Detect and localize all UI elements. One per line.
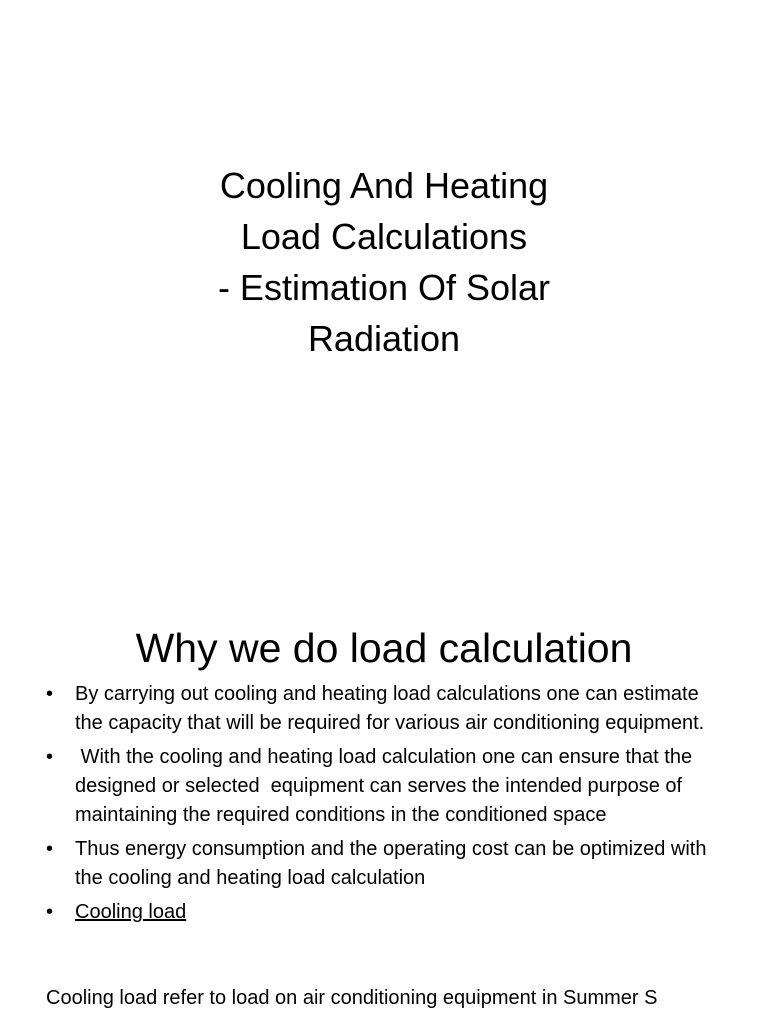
list-item-text: By carrying out cooling and heating load calculations one can estimate the capacity that will be required for various air conditioning equipment.: [75, 683, 705, 734]
bullet-icon: •: [46, 838, 54, 860]
bullet-list: [46, 680, 726, 932]
title-line: - Estimation Of Solar: [217, 267, 551, 308]
list-item: [46, 680, 726, 738]
cooling-load-heading: Cooling load: [75, 901, 187, 923]
content-slide: [0, 576, 768, 1024]
bullet-icon: •: [46, 683, 54, 705]
list-item: [46, 898, 726, 927]
body-paragraph: Cooling load refer to load on air conditioning equipment in Summer S: [46, 987, 658, 1009]
slide-title: [0, 160, 768, 364]
list-item-text: With the cooling and heating load calculation one can ensure that the designed or selected equipment can serves the intended purpose of maintaining the required conditions in the conditioned space: [75, 746, 698, 826]
bullet-icon: •: [46, 746, 54, 768]
title-line: Cooling And Heating: [219, 165, 549, 206]
list-item-text: Thus energy consumption and the operating cost can be optimized with the cooling and heating load calculation: [75, 838, 707, 889]
bullet-icon: •: [46, 901, 54, 923]
title-line: Load Calculations: [240, 216, 528, 257]
title-line: Radiation: [307, 318, 461, 359]
list-item: [46, 743, 726, 830]
list-item: [46, 835, 726, 893]
slide-heading: Why we do load calculation: [135, 625, 633, 671]
